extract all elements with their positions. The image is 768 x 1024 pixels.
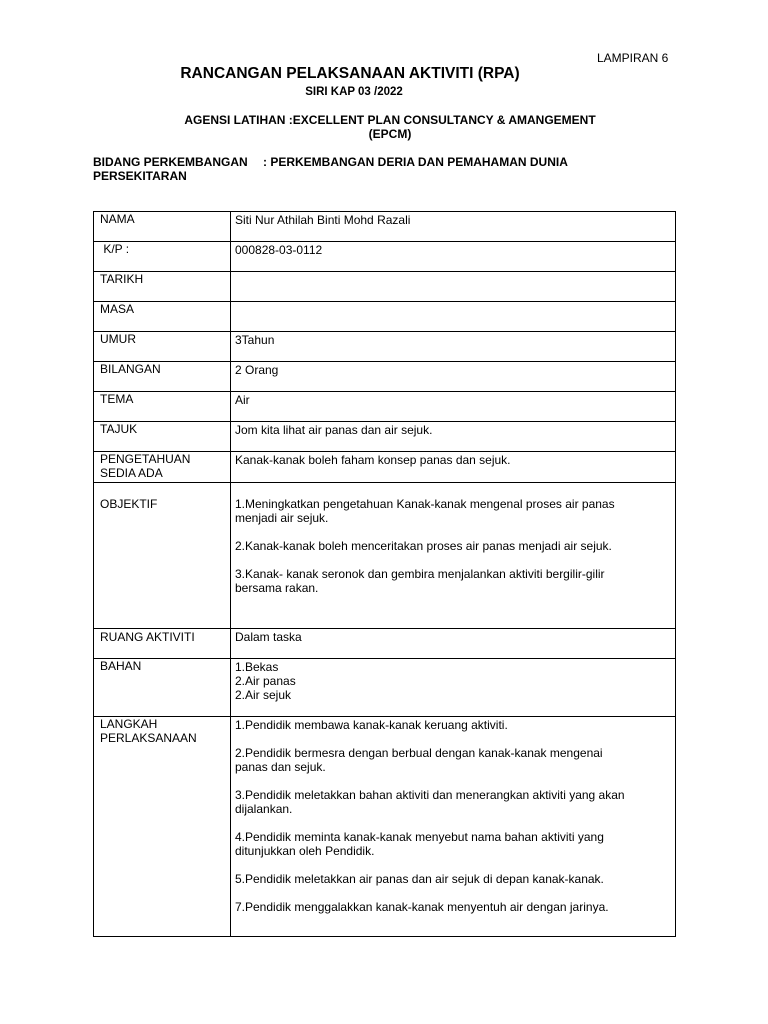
langkah-item-3-line-1: 3.Pendidik meletakkan bahan aktiviti dan menerangkan aktiviti yang akan (235, 788, 625, 802)
tarikh-value (231, 272, 676, 302)
nama-label: NAMA (94, 212, 231, 242)
langkah-label (94, 717, 231, 937)
tajuk-value: Jom kita lihat air panas dan air sejuk. (231, 422, 676, 452)
kp-label: K/P : (94, 242, 231, 272)
pengetahuan-value: Kanak-kanak boleh faham konsep panas dan sejuk. (231, 452, 676, 483)
ruang-label: RUANG AKTIVITI (94, 629, 231, 659)
masa-value (231, 302, 676, 332)
table-row-nama (94, 212, 676, 242)
table-row-langkah (94, 717, 676, 937)
bidang-value-line-1: : PERKEMBANGAN DERIA DAN PEMAHAMAN DUNIA (263, 155, 568, 169)
objektif-item-3-line-2: bersama rakan. (235, 581, 319, 595)
tajuk-label: TAJUK (94, 422, 231, 452)
tema-label: TEMA (94, 392, 231, 422)
bidang-heading (93, 155, 653, 183)
langkah-item-5-line-1: 5.Pendidik meletakkan air panas dan air sejuk di depan kanak-kanak. (235, 872, 604, 886)
objektif-item (235, 497, 671, 525)
umur-label: UMUR (94, 332, 231, 362)
table-row-bahan (94, 659, 676, 717)
langkah-item-1 (235, 718, 671, 732)
table-row-objektif (94, 483, 676, 629)
lampiran-label: LAMPIRAN 6 (597, 51, 669, 65)
objektif-item-3-line-1: 3.Kanak- kanak seronok dan gembira menjalankan aktiviti bergilir-gilir (235, 567, 605, 581)
table-row-kp (94, 242, 676, 272)
umur-value: 3Tahun (231, 332, 676, 362)
table-row-pengetahuan (94, 452, 676, 483)
document-title: RANCANGAN PELAKSANAAN AKTIVITI (RPA) (180, 65, 520, 82)
agensi-line-1: AGENSI LATIHAN :EXCELLENT PLAN CONSULTANCY & AMANGEMENT (184, 113, 596, 127)
agensi-line-2: (EPCM) (368, 127, 412, 141)
langkah-item-4-line-2: ditunjukkan oleh Pendidik. (235, 844, 375, 858)
pengetahuan-label-line-2: SEDIA ADA (100, 466, 163, 480)
pengetahuan-label (94, 452, 231, 483)
langkah-item-2 (235, 746, 671, 774)
table-row-masa (94, 302, 676, 332)
nama-value: Siti Nur Athilah Binti Mohd Razali (231, 212, 676, 242)
langkah-label-line-2: PERLAKSANAAN (100, 731, 197, 745)
objektif-item-1-line-2: menjadi air sejuk. (235, 511, 329, 525)
table-row-tema (94, 392, 676, 422)
langkah-item-2-line-1: 2.Pendidik bermesra dengan berbual dengan kanak-kanak mengenai (235, 746, 603, 760)
table-row-umur (94, 332, 676, 362)
objektif-item-2-line-1: 2.Kanak-kanak boleh menceritakan proses air panas menjadi air sejuk. (235, 539, 612, 553)
langkah-item-3-line-2: dijalankan. (235, 802, 293, 816)
bilangan-value: 2 Orang (231, 362, 676, 392)
bahan-value (231, 659, 676, 717)
table-row-tarikh (94, 272, 676, 302)
objektif-value (231, 483, 676, 629)
langkah-item-4-line-1: 4.Pendidik meminta kanak-kanak menyebut nama bahan aktiviti yang (235, 830, 604, 844)
objektif-label: OBJEKTIF (94, 483, 231, 629)
ruang-value: Dalam taska (231, 629, 676, 659)
objektif-item-1-line-1: 1.Meningkatkan pengetahuan Kanak-kanak mengenal proses air panas (235, 497, 615, 511)
langkah-label-line-1: LANGKAH (100, 717, 158, 731)
agensi-heading (160, 113, 620, 141)
bidang-label: BIDANG PERKEMBANGAN (93, 155, 248, 169)
objektif-item (235, 539, 671, 553)
table-row-bilangan (94, 362, 676, 392)
langkah-item-3 (235, 788, 671, 816)
table-row-ruang (94, 629, 676, 659)
bidang-value-line-2: PERSEKITARAN (93, 169, 187, 183)
langkah-value (231, 717, 676, 937)
table-row-tajuk (94, 422, 676, 452)
pengetahuan-label-line-1: PENGETAHUAN (100, 452, 191, 466)
bahan-item-1: 1.Bekas (235, 660, 279, 674)
langkah-item-6-line-1: 7.Pendidik menggalakkan kanak-kanak menyentuh air dengan jarinya. (235, 900, 609, 914)
kp-value: 000828-03-0112 (231, 242, 676, 272)
langkah-item-2-line-2: panas dan sejuk. (235, 760, 326, 774)
bahan-item-3: 2.Air sejuk (235, 688, 292, 702)
langkah-item-6 (235, 900, 671, 914)
tarikh-label: TARIKH (94, 272, 231, 302)
langkah-item-5 (235, 872, 671, 886)
langkah-item-1-line-1: 1.Pendidik membawa kanak-kanak keruang aktiviti. (235, 718, 508, 732)
tema-value: Air (231, 392, 676, 422)
objektif-item (235, 567, 671, 595)
bilangan-label: BILANGAN (94, 362, 231, 392)
bahan-item-2: 2.Air panas (235, 674, 296, 688)
langkah-item-4 (235, 830, 671, 858)
rpa-table (93, 211, 676, 937)
bahan-label: BAHAN (94, 659, 231, 717)
masa-label: MASA (94, 302, 231, 332)
siri-label: SIRI KAP 03 /2022 (305, 86, 403, 98)
